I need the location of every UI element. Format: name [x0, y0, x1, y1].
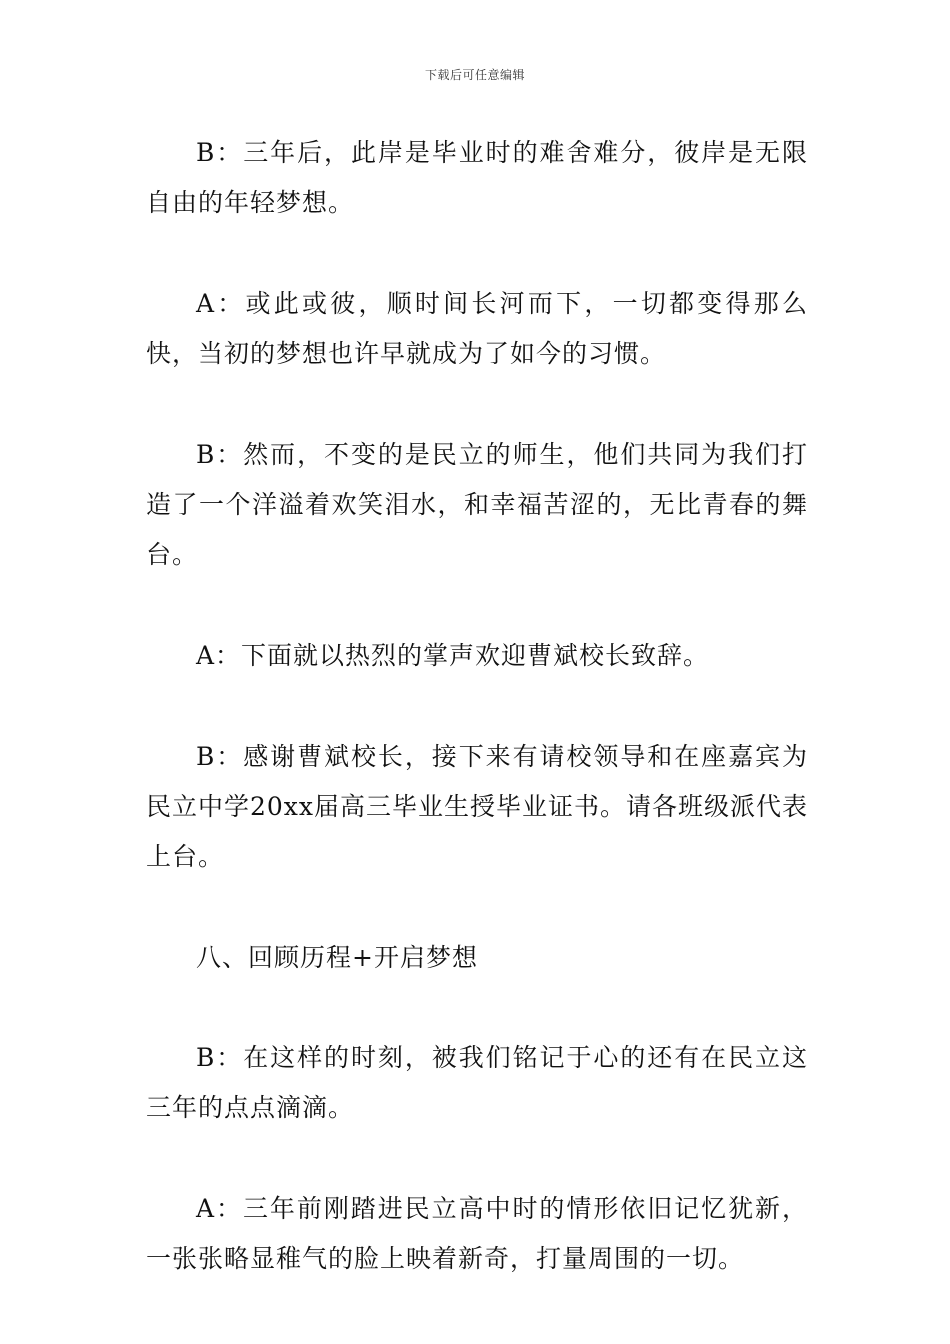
paragraph: B：三年后，此岸是毕业时的难舍难分，彼岸是无限自由的年轻梦想。 — [146, 138, 808, 217]
paragraph: A：三年前刚踏进民立高中时的情形依旧记忆犹新，一张张略显稚气的脸上映着新奇，打量周围的一切。 — [146, 1194, 808, 1273]
page-header-note: 下载后可任意编辑 — [424, 68, 525, 82]
paragraph: B：在这样的时刻，被我们铭记于心的还有在民立这三年的点点滴滴。 — [146, 1043, 808, 1122]
document-body — [146, 128, 808, 1335]
section-heading: 八、回顾历程+开启梦想 — [196, 943, 478, 972]
paragraph: A：或此或彼，顺时间长河而下，一切都变得那么快，当初的梦想也许早就成为了如今的习惯。 — [146, 289, 808, 368]
paragraph: A：下面就以热烈的掌声欢迎曹斌校长致辞。 — [196, 641, 710, 670]
paragraph: B：然而，不变的是民立的师生，他们共同为我们打造了一个洋溢着欢笑泪水，和幸福苦涩的，无比青春的舞台。 — [146, 440, 808, 569]
paragraph: B：感谢曹斌校长，接下来有请校领导和在座嘉宾为民立中学20xx届高三毕业生授毕业证书。请各班级派代表上台。 — [146, 742, 809, 871]
